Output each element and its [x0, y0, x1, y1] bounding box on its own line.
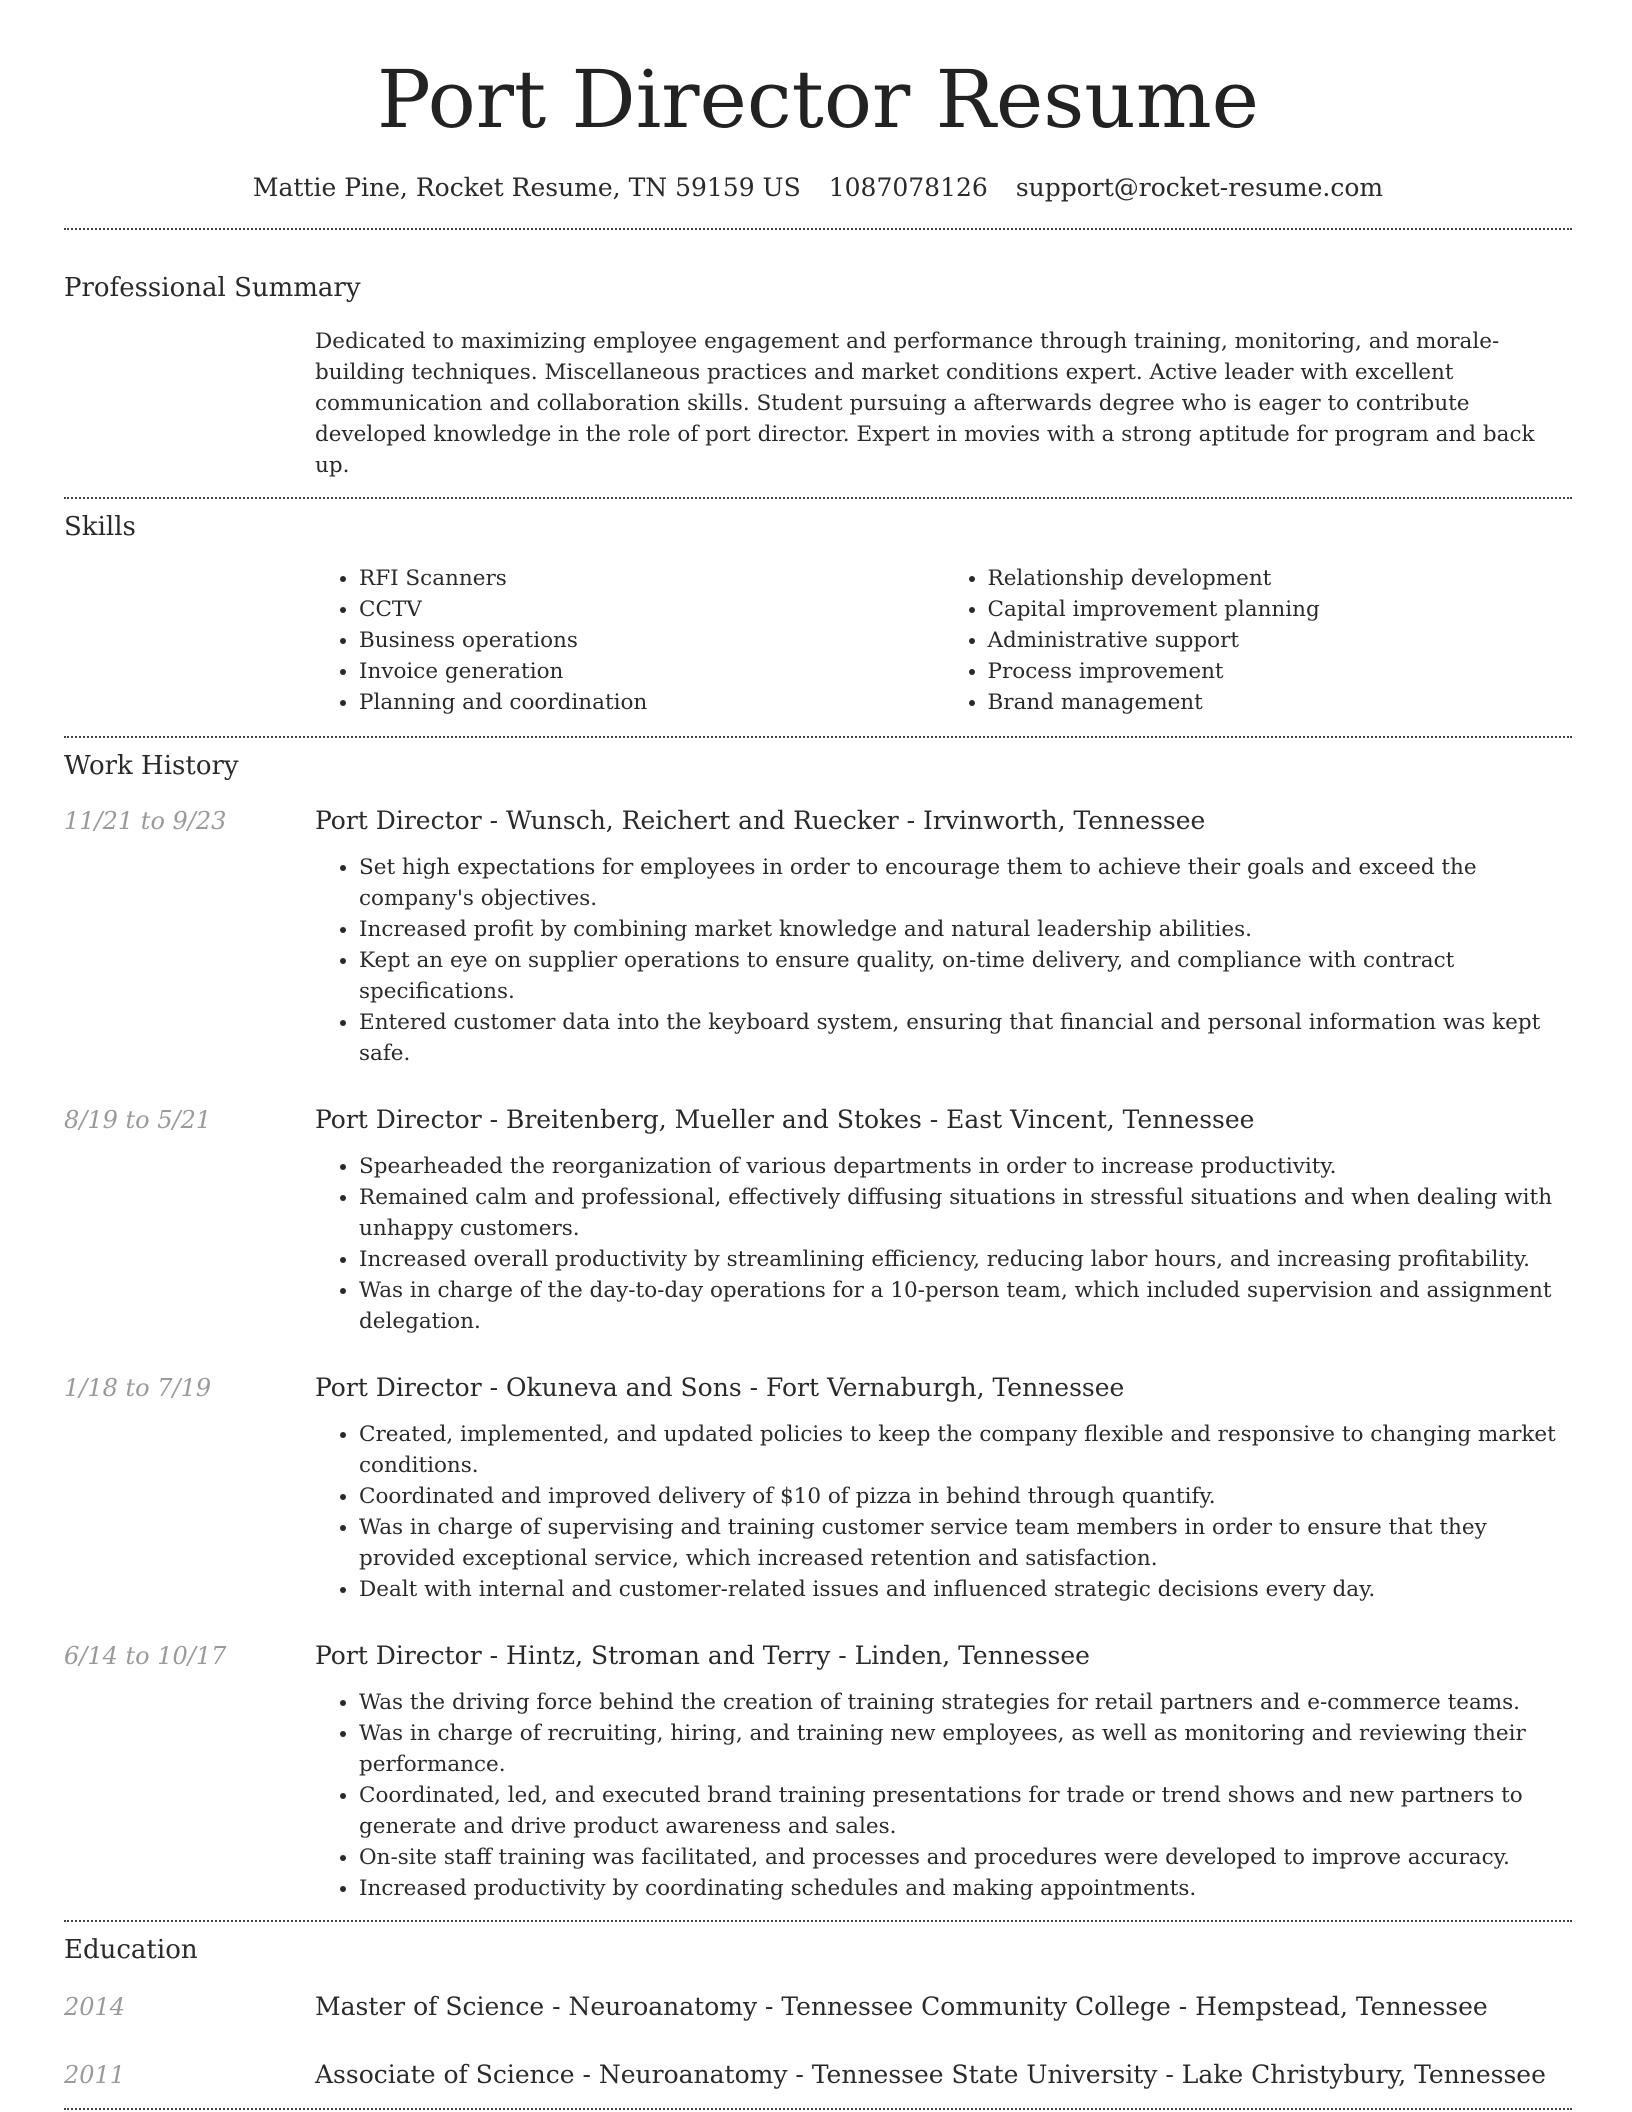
- job-title: Port Director - Okuneva and Sons - Fort Vernaburgh, Tennessee: [315, 1373, 1125, 1402]
- job-bullet: • Was in charge of recruiting, hiring, and training new employees, as well as monitoring and reviewing their performance.: [359, 1718, 1572, 1780]
- skill-item: • Invoice generation: [359, 656, 944, 687]
- contact-address: Mattie Pine, Rocket Resume, TN 59159 US: [252, 173, 801, 202]
- job-dates: 8/19 to 5/21: [64, 1106, 212, 1134]
- skill-item: • Capital improvement planning: [988, 594, 1573, 625]
- job-dates: 11/21 to 9/23: [64, 807, 227, 835]
- job-entry: [64, 1103, 1572, 1337]
- contact-phone: 1087078126: [828, 173, 988, 202]
- job-entry: [64, 1639, 1572, 1904]
- skills-heading: Skills: [64, 512, 136, 542]
- job-bullet: • Increased overall productivity by streamlining efficiency, reducing labor hours, and increasing profitability.: [359, 1244, 1572, 1275]
- skill-item: • Business operations: [359, 625, 944, 656]
- skill-item: • Planning and coordination: [359, 687, 944, 718]
- skill-item: • Process improvement: [988, 656, 1573, 687]
- job-bullets: [315, 1419, 1572, 1605]
- education-heading: Education: [64, 1935, 198, 1965]
- job-bullet: • Was in charge of the day-to-day operations for a 10-person team, which included supervision and assignment delegation.: [359, 1275, 1572, 1337]
- job-bullet: • Was in charge of supervising and training customer service team members in order to ensure that they provided exceptional service, which increased retention and satisfaction.: [359, 1512, 1572, 1574]
- skill-item: • Administrative support: [988, 625, 1573, 656]
- skills-section: [64, 499, 1572, 718]
- skills-list-left: [315, 563, 944, 718]
- education-section: [64, 1922, 1572, 2092]
- job-bullet: • Increased productivity by coordinating schedules and making appointments.: [359, 1873, 1572, 1904]
- job-bullet: • Coordinated, led, and executed brand training presentations for trade or trend shows and new partners to generate and drive product awareness and sales.: [359, 1780, 1572, 1842]
- job-bullet: • Entered customer data into the keyboard system, ensuring that financial and personal information was kept safe.: [359, 1007, 1572, 1069]
- job-bullets: [315, 1151, 1572, 1337]
- job-bullet: • Was the driving force behind the creation of training strategies for retail partners and e-commerce teams.: [359, 1687, 1572, 1718]
- job-bullet: • Spearheaded the reorganization of various departments in order to increase productivity.: [359, 1151, 1572, 1182]
- job-entry: [64, 804, 1572, 1069]
- summary-heading: Professional Summary: [64, 273, 361, 303]
- job-bullets: [315, 852, 1572, 1069]
- skill-item: • Relationship development: [988, 563, 1573, 594]
- divider: [64, 2108, 1572, 2110]
- contact-line: [64, 170, 1572, 206]
- resume-page: [64, 0, 1572, 2110]
- education-entry: [64, 1990, 1572, 2024]
- education-degree: Master of Science - Neuroanatomy - Tennessee Community College - Hempstead, Tennessee: [315, 1992, 1488, 2021]
- job-title: Port Director - Breitenberg, Mueller and Stokes - East Vincent, Tennessee: [315, 1105, 1255, 1134]
- resume-title: Port Director Resume: [376, 53, 1260, 146]
- job-bullet: • On-site staff training was facilitated, and processes and procedures were developed to improve accuracy.: [359, 1842, 1572, 1873]
- summary-section: [64, 230, 1572, 481]
- job-entry: [64, 1371, 1572, 1605]
- skill-item: • RFI Scanners: [359, 563, 944, 594]
- skill-item: • Brand management: [988, 687, 1573, 718]
- job-bullet: • Kept an eye on supplier operations to ensure quality, on-time delivery, and compliance with contract specifications.: [359, 945, 1572, 1007]
- job-bullet: • Remained calm and professional, effectively diffusing situations in stressful situations and when dealing with unhappy customers.: [359, 1182, 1572, 1244]
- job-dates: 6/14 to 10/17: [64, 1642, 227, 1670]
- job-bullets: [315, 1687, 1572, 1904]
- contact-email: support@rocket-resume.com: [1015, 173, 1384, 202]
- education-degree: Associate of Science - Neuroanatomy - Tennessee State University - Lake Christybury, Tennessee: [315, 2060, 1546, 2089]
- job-title: Port Director - Hintz, Stroman and Terry - Linden, Tennessee: [315, 1641, 1090, 1670]
- job-bullet: • Coordinated and improved delivery of $10 of pizza in behind through quantify.: [359, 1481, 1572, 1512]
- work-heading: Work History: [64, 751, 239, 781]
- education-entry: [64, 2058, 1572, 2092]
- education-year: 2014: [64, 1993, 126, 2021]
- summary-text: Dedicated to maximizing employee engagement and performance through training, monitoring, and morale-building techniques. Miscellaneous practices and market conditions expert. Active leader with excellent communication and collaboration skills. Student pursuing a afterwards degree who is eager to contribute developed knowledge in the role of port director. Expert in movies with a strong aptitude for program and back up.: [315, 329, 1535, 478]
- job-bullet: • Dealt with internal and customer-related issues and influenced strategic decisions every day.: [359, 1574, 1572, 1605]
- education-year: 2011: [64, 2061, 126, 2089]
- job-bullet: • Increased profit by combining market knowledge and natural leadership abilities.: [359, 914, 1572, 945]
- skills-list-right: [944, 563, 1573, 718]
- skill-item: • CCTV: [359, 594, 944, 625]
- work-section: [64, 738, 1572, 1904]
- job-dates: 1/18 to 7/19: [64, 1374, 212, 1402]
- job-bullet: • Created, implemented, and updated policies to keep the company flexible and responsive to changing market conditions.: [359, 1419, 1572, 1481]
- job-title: Port Director - Wunsch, Reichert and Ruecker - Irvinworth, Tennessee: [315, 806, 1206, 835]
- job-bullet: • Set high expectations for employees in order to encourage them to achieve their goals and exceed the company's objectives.: [359, 852, 1572, 914]
